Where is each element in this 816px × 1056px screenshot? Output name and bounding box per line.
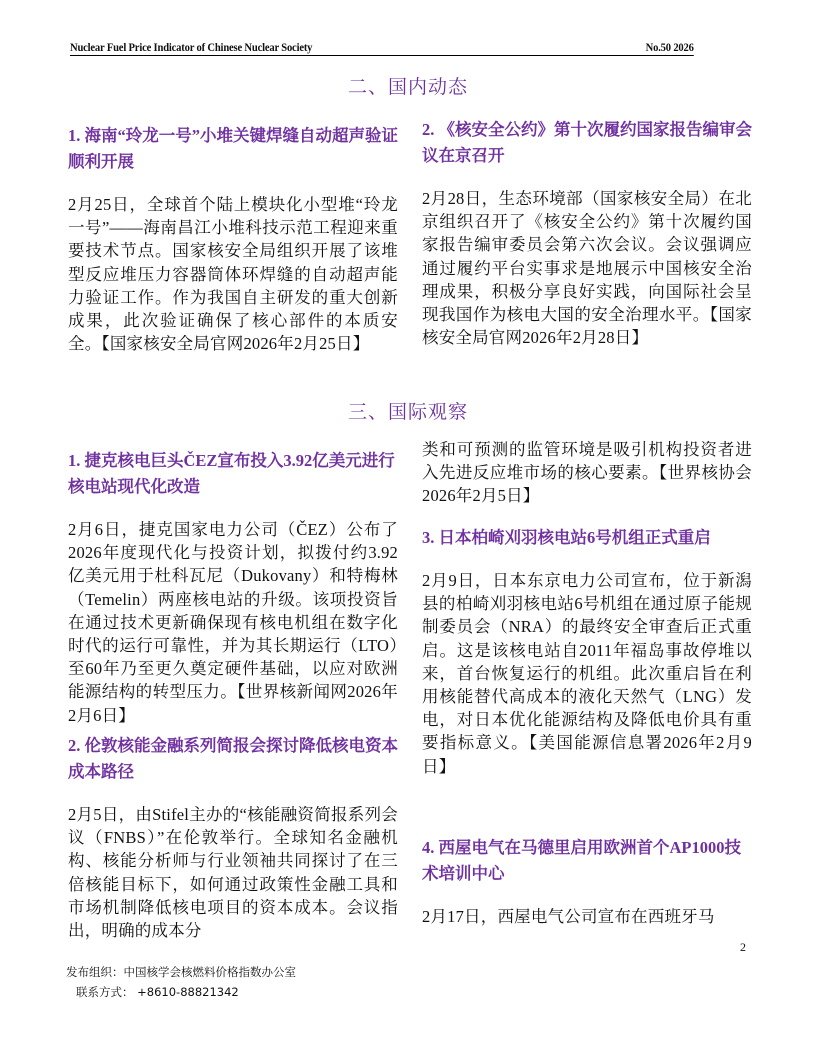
publication-title: Nuclear Fuel Price Indicator of Chinese Nuclear Society [70,42,313,54]
section-title-domestic: 二、国内动态 [347,76,468,98]
article-title: 2. 伦敦核能金融系列简报会探讨降低核电资本成本路径 [68,736,398,781]
article-body: 2月5日，由Stifel主办的“核能融资简报系列会议（FNBS）”在伦敦举行。全球知名金融机构、核能分析师与行业领袖共同探讨了在三倍核能目标下，如何通过政策性金融工具和市场机制降低核电项目的资本成本。会议指出，明确的成本分 [68,805,398,941]
article-title: 1. 捷克核电巨头ČEZ宣布投入3.92亿美元进行核电站现代化改造 [68,451,395,496]
article-title: 4. 西屋电气在马德里启用欧洲首个AP1000技术培训中心 [422,838,741,883]
intl-article-3 [422,525,752,778]
page-number: 2 [740,940,746,954]
intl-article-4 [422,835,752,928]
running-header [70,36,694,56]
article-body-continued: 类和可预测的监管环境是吸引机构投资者进入先进反应堆市场的核心要素。【世界核协会2026年2月5日】 [422,440,752,506]
section-title-international: 三、国际观察 [347,401,468,423]
footer [66,962,296,1002]
domestic-article-2 [422,117,752,349]
article-body: 2月28日，生态环境部（国家核安全局）在北京组织召开了《核安全公约》第十次履约国家报告编审委员会第六次会议。会议强调应通过履约平台实事求是地展示中国核安全治理成果，积极分享良好实践，向国际社会呈现我国作为核电大国的安全治理水平。【国家核安全局官网2026年2月28日】 [422,189,752,348]
article-title: 3. 日本柏崎刈羽核电站6号机组正式重启 [422,528,711,547]
domestic-article-1 [68,123,398,355]
intl-article-2 [68,733,398,942]
article-title: 1. 海南“玲龙一号”小堆关键焊缝自动超声验证顺利开展 [68,126,398,171]
intl-article-2-continued [422,438,752,508]
contact-line: 联系方式： +8610-88821342 [76,985,239,999]
article-body: 2月17日，西屋电气公司宣布在西班牙马 [422,907,715,926]
article-body: 2月25日，全球首个陆上模块化小型堆“玲龙一号”——海南昌江小堆科技示范工程迎来重要技术节点。国家核安全局组织开展了该堆型反应堆压力容器筒体环焊缝的自动超声能力验证工作。作为我国自主研发的重大创新成果，此次验证确保了核心部件的本质安全。【国家核安全局官网2026年2月25日】 [68,195,398,354]
article-body: 2月6日，捷克国家电力公司（ČEZ）公布了2026年度现代化与投资计划，拟拨付约3.92亿美元用于杜科瓦尼（Dukovany）和特梅林（Temelin）两座核电站的升级。该项投资旨在通过技术更新确保现有核电机组在数字化时代的运行可靠性，并为其长期运行（LTO）至60年乃至更久奠定硬件基础，以应对欧洲能源结构的转型压力。【世界核新闻网2026年2月6日】 [68,520,398,725]
issue-number: No.50 2026 [645,42,694,54]
article-title: 2. 《核安全公约》第十次履约国家报告编审会议在京召开 [422,120,752,165]
article-body: 2月9日，日本东京电力公司宣布，位于新潟县的柏崎刈羽核电站6号机组在通过原子能规制委员会（NRA）的最终安全审查后正式重启。这是该核电站自2011年福岛事故停堆以来，首台恢复运行的机组。此次重启旨在利用核能替代高成本的液化天然气（LNG）发电，对日本优化能源结构及降低电价具有重要指标意义。【美国能源信息署2026年2月9日】 [422,571,752,776]
publisher-line: 发布组织：中国核学会核燃料价格指数办公室 [66,965,296,979]
intl-article-1 [68,448,398,727]
